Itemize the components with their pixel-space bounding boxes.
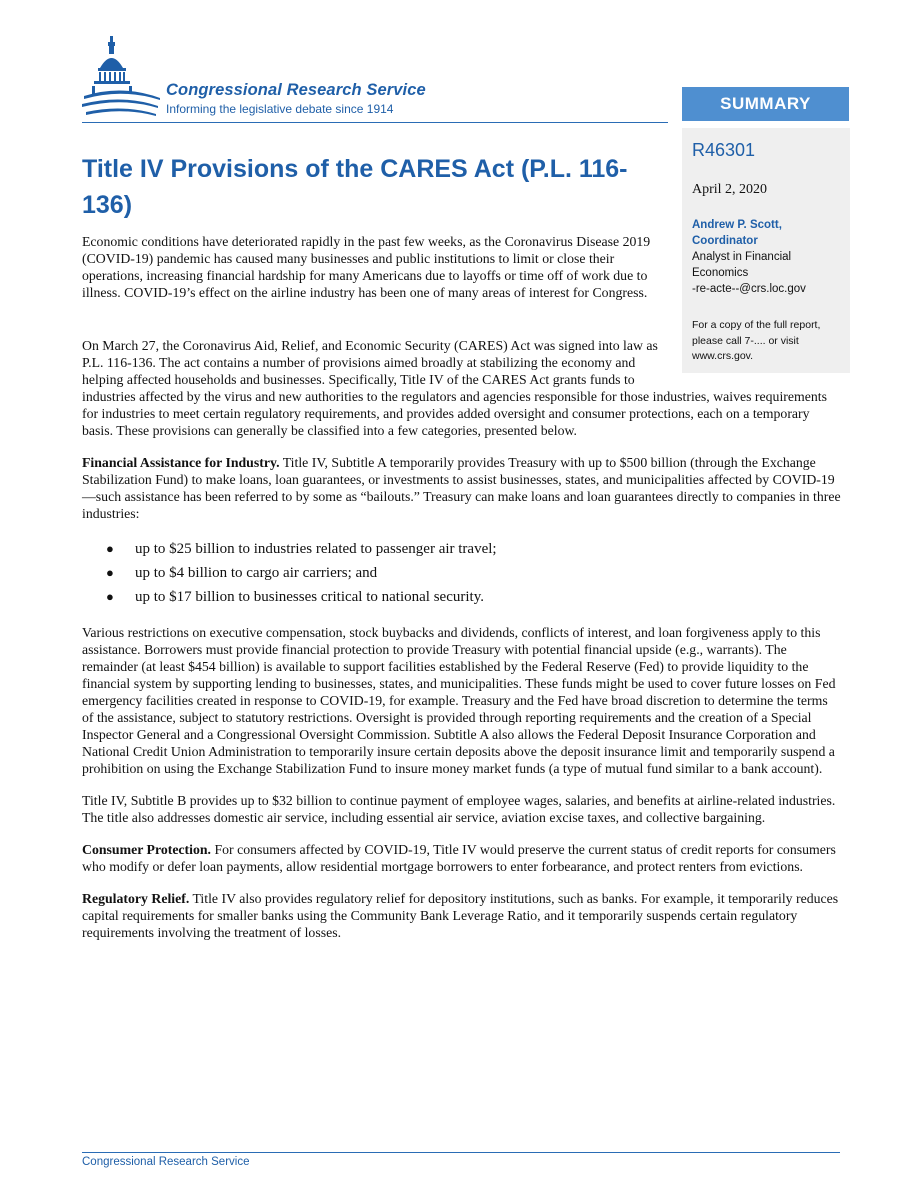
- report-date: April 2, 2020: [692, 182, 768, 197]
- list-item-text: up to $25 billion to industries related to passenger air travel;: [135, 541, 497, 557]
- author-email[interactable]: -re-acte--@crs.loc.gov: [692, 283, 806, 295]
- sidebar-spacer: [667, 337, 842, 383]
- org-name: Congressional Research Service: [166, 81, 426, 99]
- document-body: [82, 337, 842, 956]
- paragraph-consumer-protection: [82, 841, 842, 875]
- paragraph-subtitle-b: Title IV, Subtitle B provides up to $32 billion to continue payment of employee wages, salaries, and benefits at airline-related industries. The title also addresses domestic air service, including essential air service, aviation excise taxes, and collective bargaining.: [82, 793, 836, 825]
- author-title: Coordinator: [692, 235, 758, 247]
- copy-note: For a copy of the full report, please call 7-.... or visit www.crs.gov.: [692, 319, 821, 362]
- consumer-protection-text: For consumers affected by COVID-19, Title IV would preserve the current status of credit reports for consumers who modify or defer loan payments, allow residential mortgage borrowers to enter forbearance, and protect renters from evictions.: [82, 842, 836, 874]
- org-tagline: Informing the legislative debate since 1914: [166, 102, 394, 116]
- paragraph-regulatory-relief: [82, 890, 842, 941]
- footer-text: Congressional Research Service: [82, 1156, 250, 1168]
- list-item-text: up to $17 billion to businesses critical to national security.: [135, 589, 484, 605]
- page-title: Title IV Provisions of the CARES Act (P.L. 116-136): [82, 155, 628, 219]
- financial-assistance-heading: Financial Assistance for Industry.: [82, 455, 280, 470]
- footer-divider: [82, 1152, 840, 1153]
- bullet-icon: ●: [106, 589, 114, 604]
- financial-assistance-text: Title IV, Subtitle A temporarily provides Treasury with up to $500 billion (through the Exchange Stabilization Fund) to make loans, loan guarantees, or investments to assist businesses, states, and municipalities affected by COVID-19—such assistance has been referred to by some as “bailouts.” Treasury can make loans and loan guarantees directly to companies in three industries:: [82, 455, 841, 521]
- author-role-line-1: Analyst in Financial: [692, 251, 792, 263]
- paragraph-restrictions: Various restrictions on executive compensation, stock buybacks and dividends, conflicts of interest, and loan forgiveness apply to this assistance. Borrowers must provide financial protection to provide Treasury with potential financial upside (e.g., warrants). The remainder (at least $454 billion) is available to support facilities established by the Federal Reserve (Fed) to provide liquidity to the financial system by supporting lending to businesses, states, and municipalities. These funds might be used to cover future losses on Fed emergency facilities created in response to COVID-19, for example. Treasury and the Fed have broad discretion to determine the terms of the assistance, subject to statutory restrictions. Oversight is provided through reporting requirements and the creation of a Special Inspector General and a Congressional Oversight Commission. Subtitle A also allows the Federal Deposit Insurance Corporation and National Credit Union Administration to temporarily insure certain deposits above the deposit insurance limit and temporarily suspend a prohibition on using the Exchange Stabilization Fund to insure money market funds (a type of mutual fund similar to a bank account).: [82, 625, 836, 776]
- author-name: Andrew P. Scott,: [692, 219, 782, 231]
- report-number: R46301: [692, 140, 756, 160]
- list-item: [82, 561, 842, 585]
- regulatory-relief-heading: Regulatory Relief.: [82, 891, 190, 906]
- author-role-line-2: Economics: [692, 267, 749, 279]
- crs-logo: [82, 36, 482, 122]
- summary-tab: SUMMARY: [682, 87, 849, 121]
- consumer-protection-heading: Consumer Protection.: [82, 842, 212, 857]
- list-item: [82, 537, 842, 561]
- bullet-icon: ●: [106, 541, 114, 556]
- paragraph-financial-assistance: [82, 454, 842, 522]
- author-block: [692, 217, 842, 249]
- capitol-dome-icon: [82, 36, 162, 122]
- author-role-block: [692, 249, 842, 297]
- list-item: [82, 585, 842, 609]
- industry-list: [82, 537, 842, 609]
- bullet-icon: ●: [106, 565, 114, 580]
- regulatory-relief-text: Title IV also provides regulatory relief for depository institutions, such as banks. For example, it temporarily reduces capital requirements for smaller banks using the Community Bank Leverage Ratio, and it temporarily suspends certain regulatory requirements involving the treatment of losses.: [82, 891, 839, 940]
- paragraph-cares-act: On March 27, the Coronavirus Aid, Relief, and Economic Security (CARES) Act was signed into law as P.L. 116-136. The act contains a number of provisions aimed broadly at stabilizing the economy and helping affected households and businesses. Specifically, Title IV of the CARES Act grants funds to industries affected by the virus and new authorities to the regulators and agencies responsible for those industries, waives requirements for industries to meet certain regulatory requirements, and provides added oversight and consumer protections, each on a temporary basis. These provisions can generally be classified into a few categories, presented below.: [82, 338, 827, 438]
- paragraph-intro: Economic conditions have deteriorated rapidly in the past few weeks, as the Coronavirus Disease 2019 (COVID-19) pandemic has caused many businesses and public institutions to limit or close their operations, increasing financial hardship for many Americans due to layoffs or time off of work due to illness. COVID-19’s effect on the airline industry has been one of many areas of interest for Congress.: [82, 234, 651, 300]
- header-divider: [82, 122, 668, 123]
- list-item-text: up to $4 billion to cargo air carriers; and: [135, 565, 378, 581]
